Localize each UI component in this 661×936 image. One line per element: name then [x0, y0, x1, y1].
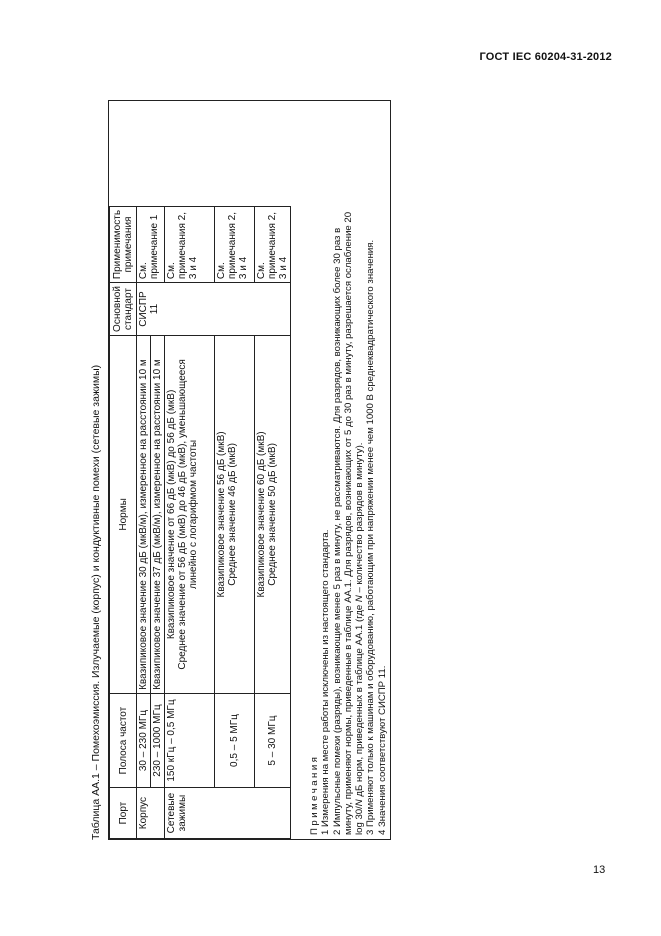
norm-mains-2-qp: Квазипиковое значение 56 дБ (мкВ) [216, 431, 227, 598]
norm-mains-1 [165, 335, 215, 693]
band-mains-2: 0,5 – 5 МГц [215, 693, 255, 787]
norm-mains-2 [215, 335, 255, 693]
note-mains-1: См. примечания 2, 3 и 4 [165, 206, 215, 282]
table-row [215, 102, 255, 839]
spacer-cell [137, 102, 151, 207]
rotated-table-block [88, 100, 393, 840]
note-2-mid: дБ норм, приведенных в таблице АА.1 (где [354, 602, 366, 800]
table-row [255, 102, 291, 839]
note-3: 3 Применяют только к машинам и оборудованию, работающим при напряжении менее чем 1000 В среднеквадратического значения. [365, 239, 377, 835]
norm-mains-3-avg: Среднее значение 50 дБ (мкВ) [267, 443, 278, 586]
norm-housing-2: Квазипиковое значение 37 дБ (мкВ/м), измеренное на расстоянии 10 м [151, 335, 165, 693]
note-2-var-n: N [354, 799, 366, 807]
norm-mains-3 [255, 335, 291, 693]
port-mains: Сетевые зажимы [165, 788, 291, 839]
col-header-applicability: Применимость примечания [110, 206, 137, 282]
norms-table [109, 101, 291, 839]
band-mains-3: 5 – 30 МГц [255, 693, 291, 787]
note-1: 1 Измерения на месте работы исключены из настоящего стандарта. [320, 529, 332, 835]
col-header-norms: Нормы [110, 335, 137, 693]
spacer-cell [151, 102, 165, 207]
band-mains-1: 150 кГц – 0,5 МГц [165, 693, 215, 787]
norm-mains-3-qp: Квазипиковое значение 60 дБ (мкВ) [256, 431, 267, 598]
notes-title: Примечания [309, 754, 320, 835]
table-row [137, 102, 151, 839]
col-header-band: Полоса частот [110, 693, 137, 787]
page-number: 13 [593, 864, 606, 876]
norm-mains-1-qp: Квазипиковое значение от 66 дБ (мкВ) до 56 дБ (мкВ) [166, 389, 177, 640]
norm-housing-1: Квазипиковое значение 30 дБ (мкВ/м), измеренное на расстоянии 10 м [137, 335, 151, 693]
note-2-line-3 [354, 103, 365, 835]
note-2-line-1: 2 Импульсные помехи (разряды), возникающие менее 5 раз в минуту, не рассматриваются. Для разрядов, возникающих более 30 раз в [331, 227, 343, 835]
note-mains-3: См. примечания 2, 3 и 4 [255, 206, 291, 282]
note-2-var-n2: N [354, 595, 366, 603]
spacer-cell [165, 102, 215, 207]
spacer-cell [215, 102, 255, 207]
table-caption: Таблица АА.1 – Помехоэмиссия. Излучаемые (корпус) и кондуктивные помехи (сетевые зажимы) [90, 364, 102, 840]
norm-mains-2-avg: Среднее значение 46 дБ (мкВ) [227, 443, 238, 586]
note-4: 4 Значения соответствуют СИСПР 11. [376, 665, 388, 835]
note-2-post: – количество разрядов в минуту). [354, 442, 366, 596]
table-notes [309, 99, 388, 839]
note-2-pre: log 30/ [354, 806, 366, 835]
note-2-line-2: минуту, применяют нормы, приведенные в таблице АА.1. Для разрядов, возникающих от 5 до 30 раз в минуту, разрешается ослабление 20 [342, 211, 354, 835]
port-housing: Корпус [137, 788, 165, 839]
note-housing: См. примечание 1 [137, 206, 165, 282]
norm-mains-1-avg: Среднее значение от 56 дБ (мкВ) до 46 дБ (мкВ), уменьшающееся линейно с логарифмом частоты [177, 359, 199, 670]
band-housing-2: 230 – 1000 МГц [151, 693, 165, 787]
col-header-standard: Основной стандарт [110, 283, 137, 336]
spacer-cell [255, 102, 291, 207]
table-header-row [110, 102, 137, 839]
document-header: ГОСТ IEC 60204-31-2012 [479, 51, 612, 63]
spacer-cell [110, 102, 137, 207]
col-header-port: Порт [110, 788, 137, 839]
note-mains-2: См. примечания 2, 3 и 4 [215, 206, 255, 282]
standard-cell: СИСПР 11 [137, 283, 291, 336]
table-frame [108, 100, 391, 840]
table-row [165, 102, 215, 839]
band-housing-1: 30 – 230 МГц [137, 693, 151, 787]
